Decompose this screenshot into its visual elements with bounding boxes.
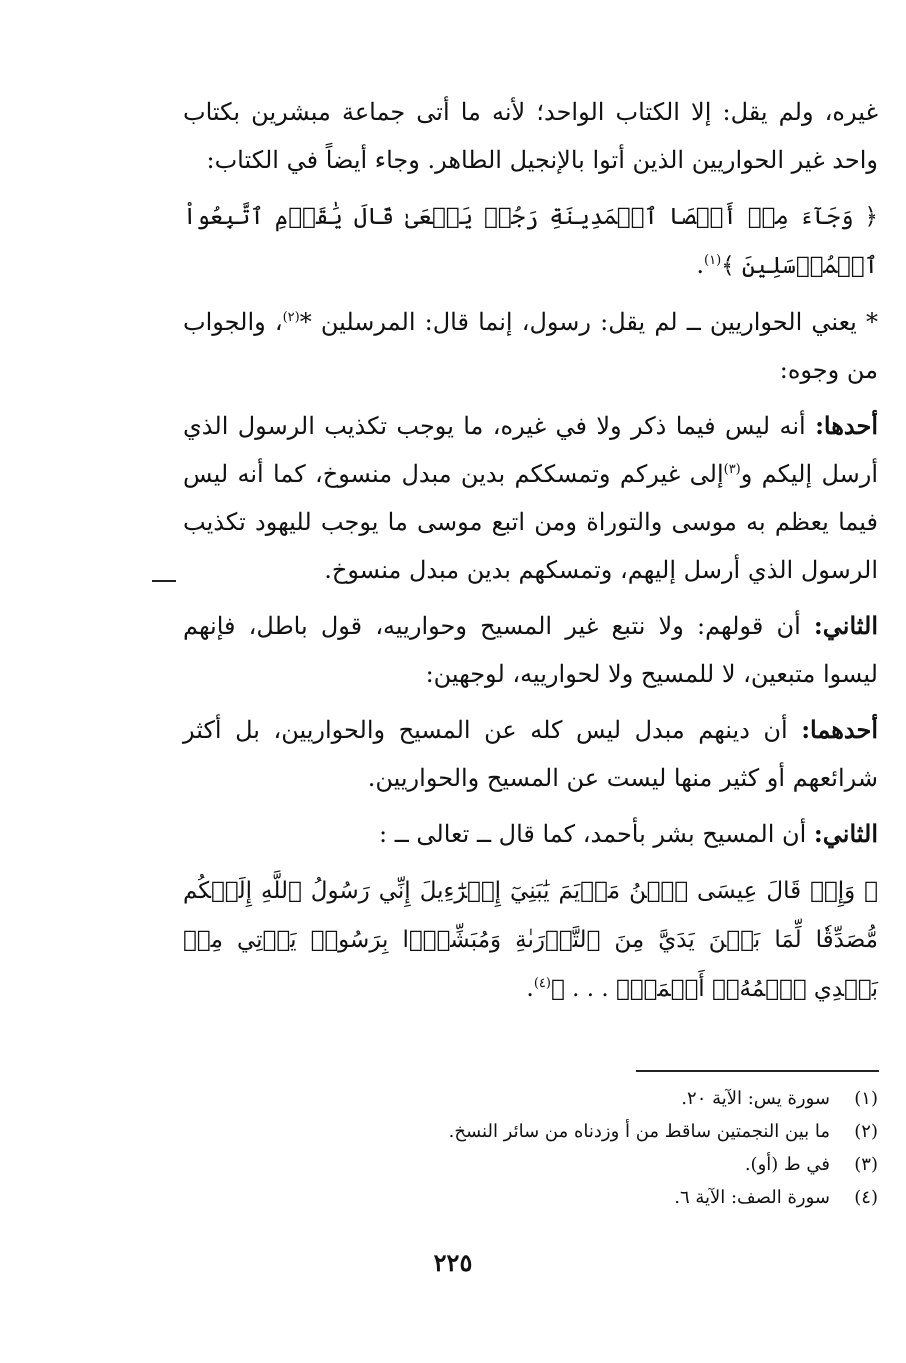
paragraph-7-text: أن المسيح بشر بأحمد، كما قال ــ تعالى ــ : — [379, 820, 814, 848]
paragraph-4-text-a: أنه ليس فيما ذكر ولا في غيره، ما يوجب تكذيب الرسول الذي أرسل إليكم و — [183, 412, 878, 488]
quran-verse-2 — [183, 866, 878, 1013]
footnote-3 — [183, 1148, 878, 1181]
footnote-number: (٣) — [854, 1154, 878, 1175]
footnote-ref-2[interactable]: (٢) — [282, 310, 300, 325]
footnote-number: (٢) — [854, 1121, 878, 1142]
paragraph-4-text-b: إلى غيركم وتمسككم بدين مبدل منسوخ، كما أنه ليس فيما يعظم به موسى والتوراة ومن اتبع موسى ما يوجب لليهود تكذيب الرسول الذي أرسل إليهم، وتمسكهم بدين مبدل منسوخ. — [183, 460, 878, 584]
footnote-number: (٤) — [854, 1187, 878, 1208]
paragraph-3-end: ، والجواب من وجوه: — [183, 308, 878, 384]
paragraph-5-label: الثاني: — [813, 611, 878, 640]
footnote-text: في ط (أو). — [744, 1154, 830, 1175]
page-number: ٢٢٥ — [433, 1248, 473, 1277]
footnote-divider — [636, 1070, 879, 1072]
quran-verse-1-text: ﴿ وَجَآءَ مِنۡ أَقۡصَا ٱلۡمَدِينَةِ رَجُلٞ يَسۡعَىٰ قَالَ يَٰقَوۡمِ ٱتَّبِعُواْ ٱلۡمُرۡسَلِينَ ﴾ — [183, 204, 878, 279]
paragraph-6-text: أن دينهم مبدل ليس كله عن المسيح والحواريين، بل أكثر شرائعهم أو كثير منها ليست عن المسيح والحواريين. — [183, 716, 878, 792]
main-text — [183, 88, 878, 1021]
paragraph-7-label: الثاني: — [813, 819, 878, 848]
footnote-ref-4[interactable]: (٤) — [533, 976, 551, 991]
footnote-text: سورة الصف: الآية ٦. — [674, 1187, 830, 1208]
quran-verse-1 — [183, 192, 878, 290]
paragraph-3-text: * يعني الحواريين ــ لم يقل: رسول، إنما قال: المرسلين * — [299, 308, 878, 336]
paragraph-3 — [183, 298, 878, 394]
footnote-4 — [183, 1181, 878, 1214]
paragraph-4 — [183, 402, 878, 594]
margin-mark — [152, 580, 176, 582]
footnote-ref-3[interactable]: (٣) — [723, 462, 741, 477]
paragraph-1 — [183, 88, 878, 184]
paragraph-6 — [183, 706, 878, 802]
paragraph-4-label: أحدها: — [815, 411, 878, 440]
paragraph-7 — [183, 810, 878, 858]
quran-verse-1-end: . — [696, 251, 704, 279]
footnote-1 — [183, 1082, 878, 1115]
paragraph-6-label: أحدهما: — [801, 715, 878, 744]
footnote-2 — [183, 1115, 878, 1148]
paragraph-5 — [183, 602, 878, 698]
quran-verse-2-text: ﴿ وَإِذۡ قَالَ عِيسَى ٱبۡنُ مَرۡيَمَ يَٰبَنِيٓ إِسۡرَٰٓءِيلَ إِنِّي رَسُولُ ٱللَّهِ إِلَيۡكُم مُّصَدِّقٗا لِّمَا بَيۡنَ يَدَيَّ مِنَ ٱلتَّوۡرَىٰةِ وَمُبَشِّرَۢا بِرَسُولٖ يَأۡتِي مِنۢ بَعۡدِي ٱسۡمُهُۥٓ أَحۡمَدُۖ . . . ﴾ — [183, 878, 878, 1002]
footnote-ref-1[interactable]: (١) — [704, 253, 722, 268]
quran-verse-2-end: . — [526, 974, 534, 1002]
footnote-text: ما بين النجمتين ساقط من أ وزدناه من سائر النسخ. — [448, 1121, 830, 1142]
footnote-text: سورة يس: الآية ٢٠. — [681, 1088, 830, 1109]
footnotes — [183, 1082, 878, 1214]
paragraph-1-text: غيره، ولم يقل: إلا الكتاب الواحد؛ لأنه ما أتى جماعة مبشرين بكتاب واحد غير الحواريين الذين أتوا بالإنجيل الطاهر. وجاء أيضاً في الكتاب: — [183, 98, 878, 174]
paragraph-5-text: أن قولهم: ولا نتبع غير المسيح وحوارييه، قول باطل، فإنهم ليسوا متبعين، لا للمسيح ولا لحوارييه، لوجهين: — [183, 612, 878, 688]
footnote-number: (١) — [854, 1088, 878, 1109]
